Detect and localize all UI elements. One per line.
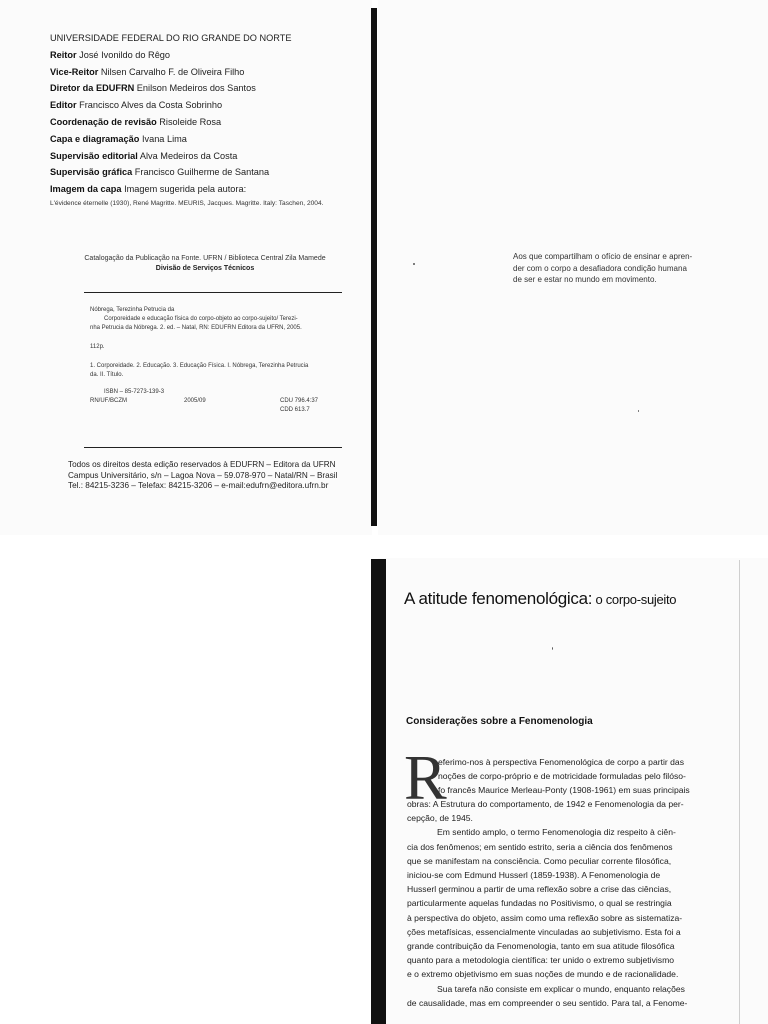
text-line: obras: A Estrutura do comportamento, de 1942 e Fenomenologia da per-	[407, 799, 684, 809]
chapter-title-sub: o corpo-sujeito	[592, 592, 677, 607]
text-line: cepção, de 1945.	[407, 813, 473, 824]
catalog-year: 2005/09	[184, 398, 206, 404]
dedication-line1: Aos que compartilham o ofício de ensinar e apren-	[513, 252, 693, 261]
catalog-cdd: CDD 613.7	[280, 407, 310, 413]
credit-name: Nilsen Carvalho F. de Oliveira Filho	[100, 66, 245, 77]
cover-source: L'évidence éternelle (1930), René Magritte. MEURIS, Jacques. Magritte. Italy: Taschen, 2004.	[50, 199, 324, 207]
catalog-subjects-line2: da. II. Título.	[90, 372, 124, 378]
text-line: iniciou-se com Edmund Husserl (1859-1938). A Fenomenologia de	[407, 870, 661, 881]
rights-line3: Tel.: 84215-3236 – Telefax: 84215-3206 – e-mail:edufrn@editora.ufrn.br	[68, 481, 329, 491]
catalog-card	[90, 306, 346, 415]
text-line: Em sentido amplo, o termo Fenomenologia diz respeito à ciên-	[437, 827, 676, 838]
text-line: Sua tarefa não consiste em explicar o mundo, enquanto relações	[437, 983, 685, 994]
catalog-cdu: CDU 796.4:37	[280, 398, 319, 404]
binding-shadow-bottom	[371, 559, 386, 1024]
text-line: à perspectiva do objeto, assim como uma reflexão sobre as sistematiza-	[407, 912, 683, 923]
scan-speck	[413, 263, 415, 265]
drop-cap: R	[404, 742, 447, 813]
rights-line2: Campus Universitário, s/n – Lagoa Nova – 59.078-970 – Natal/RN – Brasil	[68, 470, 338, 480]
credit-row-revisao	[50, 114, 370, 131]
catalog-header-sub: Divisão de Serviços Técnicos	[155, 265, 255, 272]
text-line: cia dos fenômenos; em sentido estrito, seria a ciência dos fenômenos	[407, 841, 673, 852]
university-name: UNIVERSIDADE FEDERAL DO RIO GRANDE DO NORTE	[50, 33, 292, 43]
dedication	[513, 251, 713, 286]
credit-name: Francisco Guilherme de Santana	[134, 167, 270, 178]
credit-row-vice-reitor	[50, 64, 370, 81]
credit-row-sup-grafica	[50, 164, 370, 181]
credit-role: Diretor da EDUFRN	[50, 83, 135, 94]
rights-line1: Todos os direitos desta edição reservados à EDUFRN – Editora da UFRN	[68, 460, 336, 469]
catalog-pages: 112p.	[90, 344, 105, 350]
catalog-rule-bottom	[84, 447, 342, 448]
credit-row-diretor	[50, 80, 370, 97]
credit-row-capa	[50, 131, 370, 148]
scan-speck	[638, 410, 639, 412]
text-line: particularmente aquelas fundadas no Positivismo, o qual se restringia	[407, 898, 672, 909]
catalog-header	[60, 254, 350, 274]
credit-role: Imagem da capa	[50, 184, 122, 195]
page-edge-line	[739, 560, 740, 1024]
credit-row-reitor	[50, 47, 370, 64]
text-line: que se manifestam na consciência. Como peculiar corrente filosófica,	[407, 855, 672, 866]
section-title: Considerações sobre a Fenomenologia	[406, 716, 593, 727]
catalog-code: RN/UF/BCZM	[90, 398, 127, 404]
credits-block	[50, 30, 370, 209]
credit-name: Imagem sugerida pela autora:	[124, 184, 247, 195]
credit-role: Editor	[50, 100, 77, 111]
credit-name: José Ivonildo do Rêgo	[79, 49, 171, 60]
credit-name: Enilson Medeiros dos Santos	[136, 83, 256, 94]
text-line: e o extremo objetivismo em suas noções de mundo e de racionalidade.	[407, 969, 679, 980]
text-line: grande contribuição da Fenomenologia, tanto em sua atitude filosófica	[407, 941, 675, 952]
credit-role: Coordenação de revisão	[50, 116, 157, 127]
catalog-subjects-line1: 1. Corporeidade. 2. Educação. 3. Educação Física. I. Nóbrega, Terezinha Petrucia	[90, 363, 309, 369]
credit-role: Supervisão editorial	[50, 150, 138, 161]
catalog-header-line: Catalogação da Publicação na Fonte. UFRN / Biblioteca Central Zila Mamede	[84, 255, 326, 262]
credit-name: Ivana Lima	[141, 133, 187, 144]
credit-role: Vice-Reitor	[50, 66, 99, 77]
text-line: Husserl germinou a partir de uma reflexão sobre a crise das ciências,	[407, 884, 672, 895]
credit-name: Alva Medeiros da Costa	[139, 150, 238, 161]
text-line: quanto para a metodologia científica: ter unido o extremo subjetivismo	[407, 955, 675, 966]
binding-shadow-top	[371, 8, 377, 526]
body-text	[407, 797, 699, 1010]
dedication-line3: de ser e estar no mundo em movimento.	[513, 275, 657, 285]
scan-speck	[552, 647, 553, 650]
credit-name: Francisco Alves da Costa Sobrinho	[79, 100, 223, 111]
credit-row-sup-editorial	[50, 148, 370, 165]
text-line: eferimo-nos à perspectiva Fenomenológica de corpo a partir das	[438, 757, 685, 767]
catalog-rule-top	[84, 292, 342, 293]
catalog-isbn: ISBN – 85-7273-139-3	[104, 389, 165, 395]
text-line: ções metafísicas, essencialmente vinculadas ao subjetivismo. Esta foi a	[407, 926, 681, 937]
catalog-author: Nóbrega, Terezinha Petrucia da	[90, 307, 175, 313]
text-line: de causalidade, mas em compreender o seu sentido. Para tal, a Fenome-	[407, 997, 688, 1008]
rights-block	[68, 460, 358, 492]
credit-role: Capa e diagramação	[50, 133, 140, 144]
credit-role: Supervisão gráfica	[50, 167, 133, 178]
credit-role: Reitor	[50, 49, 77, 60]
chapter-title-main: A atitude fenomenológica:	[404, 589, 593, 608]
catalog-title-line2: nha Petrucia da Nóbrega. 2. ed. – Natal, RN: EDUFRN Editora da UFRN, 2005.	[90, 325, 302, 331]
first-paragraph-lead	[438, 755, 699, 798]
chapter-title	[404, 589, 676, 609]
credit-row-editor	[50, 97, 370, 114]
credit-name: Risoleide Rosa	[159, 116, 222, 127]
dedication-line2: der com o corpo a desafiadora condição humana	[513, 263, 687, 273]
catalog-title-line1: Corporeidade e educação física do corpo-objeto ao corpo-sujeito/ Terezi-	[104, 316, 298, 322]
text-line: fo francês Maurice Merleau-Ponty (1908-1961) em suas principais	[438, 785, 690, 796]
text-line: noções de corpo-próprio e de motricidade formuladas pelo filóso-	[438, 771, 686, 782]
credit-row-imagem	[50, 181, 370, 198]
